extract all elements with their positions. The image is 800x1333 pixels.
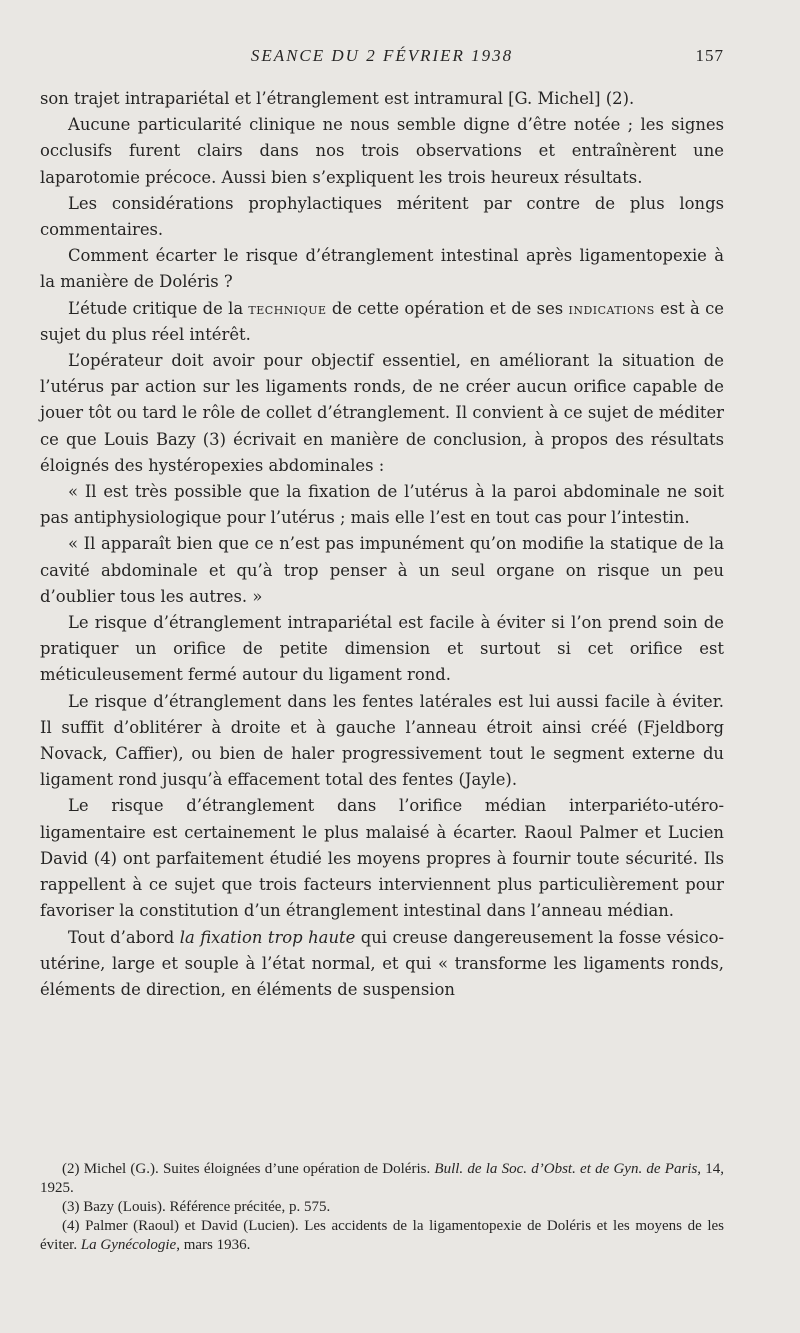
paragraph: Le risque d’étranglement dans les fentes latérales est lui aussi facile à éviter. Il suffit d’oblitérer à droite et à gauche l’anneau étroit ainsi créé (Fjeldborg Novack, Caffier), ou bien de haler progressivement tout le segment externe du ligament rond jusqu’à effacement total des fentes (Jayle). xyxy=(40,691,724,790)
paragraph: son trajet intrapariétal et l’étranglement est intramural [G. Michel] (2). xyxy=(40,89,635,108)
text-run: qui creuse dangereusement la fosse vésico-utérine, large et souple à l’état normal, et qui « transforme les ligaments ronds, éléments de direction, en éléments de suspension xyxy=(40,927,724,999)
footnote-text: (4) Palmer (Raoul) et David (Lucien). Les accidents de la ligamentopexie de Doléris et les moyens de les éviter. xyxy=(40,1218,724,1253)
footnotes xyxy=(40,1160,724,1255)
text-run: est à ce sujet du plus réel intérêt. xyxy=(40,298,724,344)
paragraph: Le risque d’étranglement intrapariétal est facile à éviter si l’on prend soin de pratiquer un orifice de petite dimension et surtout si cet orifice est méticuleusement fermé autour du ligament rond. xyxy=(40,613,724,685)
paragraph: Aucune particularité clinique ne nous semble digne d’être notée ; les signes occlusifs furent clairs dans nos trois observations et entraînèrent une laparotomie précoce. Aussi bien s’expliquent les trois heureux résultats. xyxy=(40,115,724,187)
page-number: 157 xyxy=(695,46,724,65)
footnote-text: , 14, 1925. xyxy=(40,1161,725,1196)
quote-paragraph: « Il apparaît bien que ce n’est pas impunément qu’on modifie la statique de la cavité abdominale et qu’à trop penser à un seul organe on risque un peu d’oublier tous les autres. » xyxy=(40,534,724,606)
footnote xyxy=(40,1160,724,1198)
small-caps-term: technique xyxy=(248,298,327,318)
paragraph xyxy=(40,296,724,348)
paragraph: L’opérateur doit avoir pour objectif essentiel, en améliorant la situation de l’utérus par action sur les ligaments ronds, de ne créer aucun orifice capable de jouer tôt ou tard le rôle de collet d’étranglement. Il convient à ce sujet de méditer ce que Louis Bazy (3) écrivait en manière de conclusion, à propos des résultats éloignés des hystéropexies abdominales : xyxy=(40,351,724,475)
paragraph: Les considérations prophylactiques méritent par contre de plus longs commentaires. xyxy=(40,193,724,240)
text-run: L’étude critique de la xyxy=(68,298,249,318)
quote-paragraph: « Il est très possible que la fixation de l’utérus à la paroi abdominale ne soit pas antiphysiologique pour l’utérus ; mais elle l’est en tout cas pour l’intestin. xyxy=(40,482,724,528)
body-text xyxy=(40,86,724,1003)
running-header xyxy=(40,46,724,74)
paragraph: Comment écarter le risque d’étranglement intestinal après ligamentopexie à la manière de Doléris ? xyxy=(40,246,724,292)
italic-phrase: la fixation trop haute xyxy=(179,927,356,947)
small-caps-term: indications xyxy=(568,298,655,318)
footnote: (3) Bazy (Louis). Référence précitée, p. 575. xyxy=(62,1199,331,1215)
paragraph xyxy=(40,925,724,1004)
footnote-text: , mars 1936. xyxy=(176,1237,251,1253)
paragraph: Le risque d’étranglement dans l’orifice médian interpariéto-utéro-ligamentaire est certainement le plus malaisé à écarter. Raoul Palmer et Lucien David (4) ont parfaitement étudié les moyens propres à fournir toute sécurité. Ils rappellent à ce sujet que trois facteurs interviennent plus particulièrement pour favoriser la constitution d’un étranglement intestinal dans l’anneau médian. xyxy=(40,796,724,921)
text-run: de cette opération et de ses xyxy=(326,298,569,318)
header-title: SEANCE DU 2 FÉVRIER 1938 xyxy=(250,46,514,65)
text-run: Tout d’abord xyxy=(68,927,180,947)
footnote-journal: La Gynécologie xyxy=(80,1237,177,1253)
footnote-journal: Bull. de la Soc. d’Obst. et de Gyn. de Paris xyxy=(434,1161,698,1177)
footnote xyxy=(40,1217,724,1255)
footnote-text: (2) Michel (G.). Suites éloignées d’une opération de Doléris. xyxy=(62,1161,435,1177)
